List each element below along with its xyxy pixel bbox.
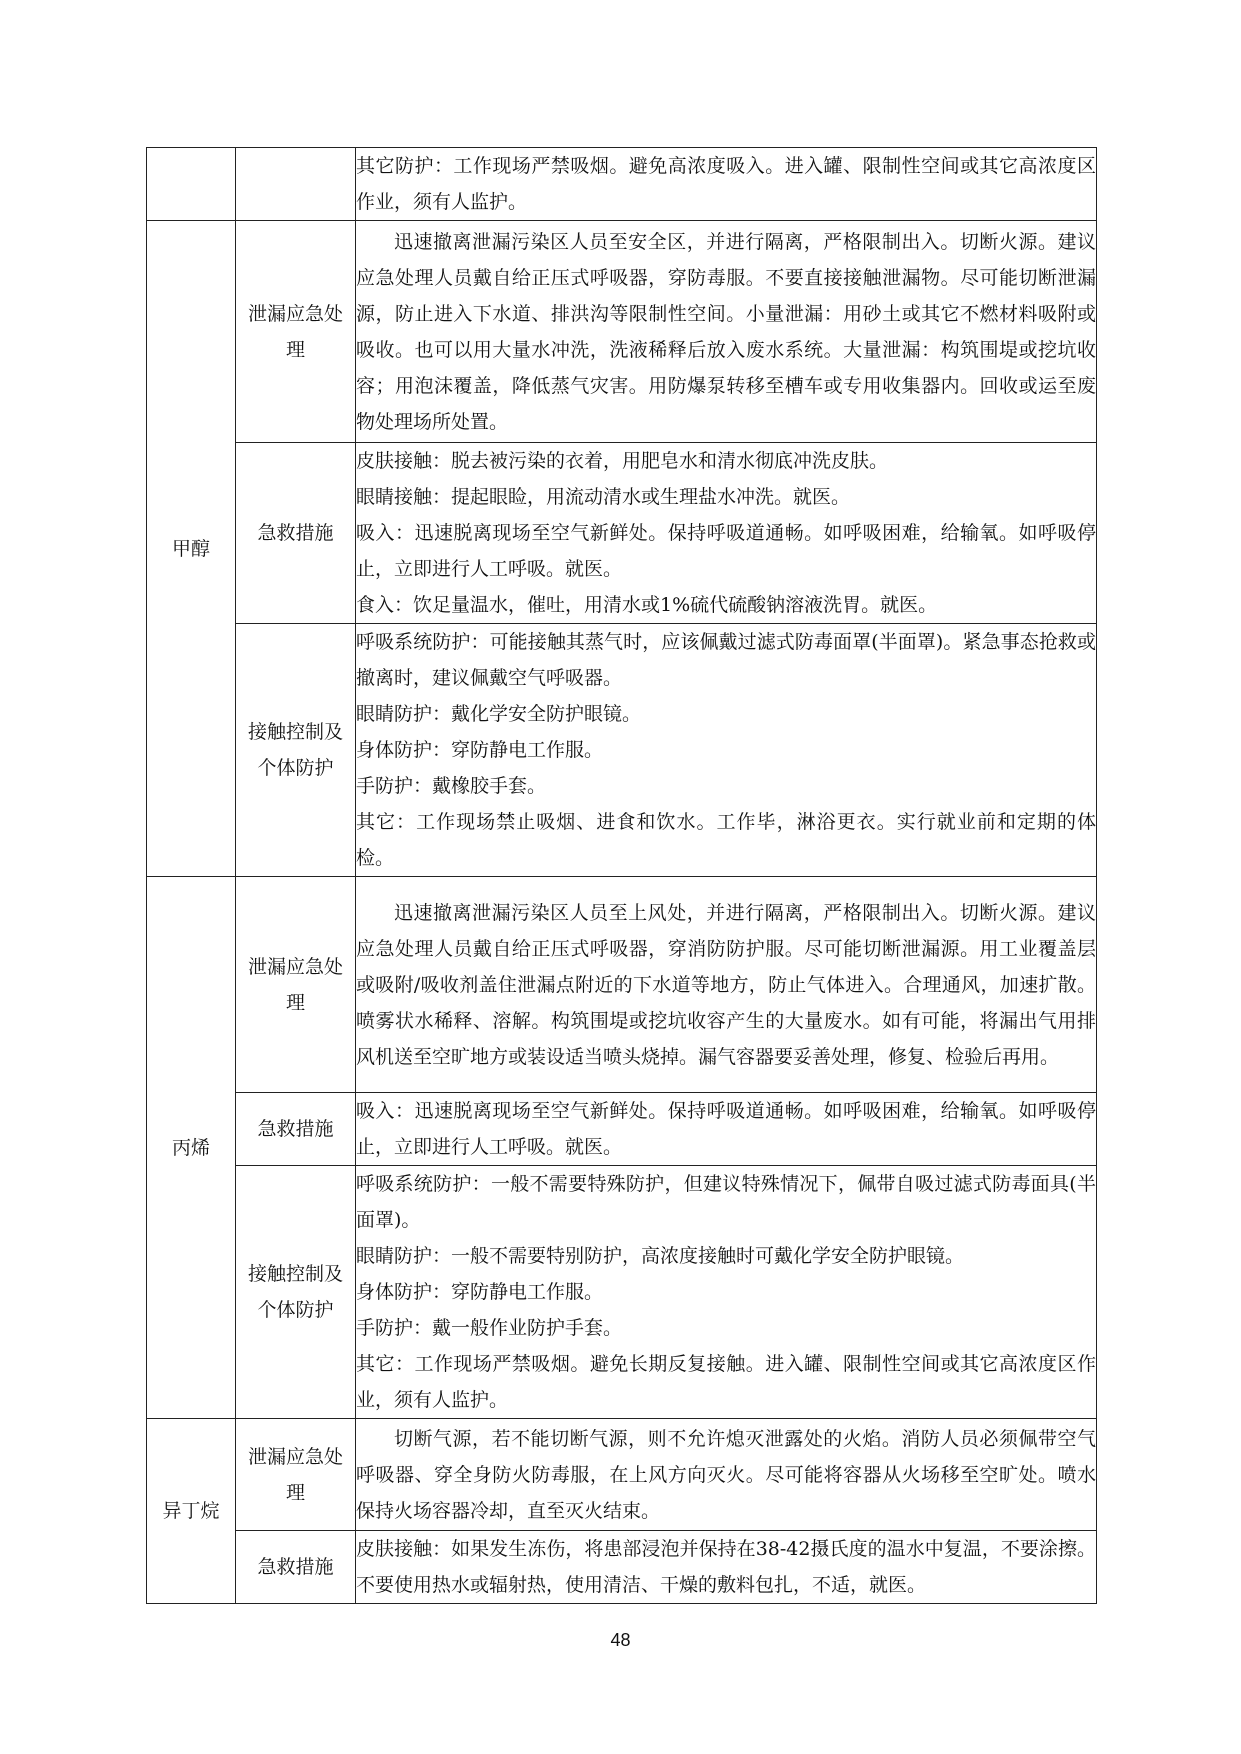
category-label: 泄漏应急处理: [247, 302, 343, 361]
content-cell: [356, 148, 1097, 221]
category-label: 接触控制及个体防护: [247, 1263, 343, 1321]
category-first-aid: [236, 1093, 356, 1166]
category-exposure-protection: [236, 1166, 356, 1419]
content-line: 身体防护：穿防静电工作服。: [356, 1281, 604, 1303]
content-cell: [356, 443, 1097, 624]
content-line: 吸入：迅速脱离现场至空气新鲜处。保持呼吸道通畅。如呼吸困难，给输氧。如呼吸停止，立即进行人工呼吸。就医。: [356, 1100, 1096, 1158]
table-row: [147, 221, 1097, 443]
content-cell: [356, 1531, 1097, 1604]
content-cell: [356, 624, 1097, 877]
substance-name-methanol: 甲醇: [147, 221, 236, 877]
content-cell: [356, 221, 1097, 443]
substance-name-propylene: 丙烯: [147, 877, 236, 1419]
category-label: 接触控制及个体防护: [247, 721, 343, 779]
content-text: 迅速撤离泄漏污染区人员至安全区，并进行隔离，严格限制出入。切断火源。建议应急处理人员戴自给正压式呼吸器，穿防毒服。不要直接接触泄漏物。尽可能切断泄漏源，防止进入下水道、排洪沟等限制性空间。小量泄漏：用砂土或其它不燃材料吸附或吸收。也可以用大量水冲洗，洗液稀释后放入废水系统。大量泄漏：构筑围堤或挖坑收容；用泡沫覆盖，降低蒸气灾害。用防爆泵转移至槽车或专用收集器内。回收或运至废物处理场所处置。: [356, 230, 1096, 433]
content-line: 眼睛防护：一般不需要特别防护，高浓度接触时可戴化学安全防护眼镜。: [356, 1245, 965, 1267]
content-line: 身体防护：穿防静电工作服。: [356, 739, 604, 761]
table-row: [147, 1531, 1097, 1604]
category-label: 泄漏应急处理: [247, 1445, 343, 1504]
category-leak-response: [236, 877, 356, 1093]
content-line: 眼睛接触：提起眼睑，用流动清水或生理盐水冲洗。就医。: [356, 486, 851, 508]
table-row: [147, 1093, 1097, 1166]
name-cell-empty: [147, 148, 236, 221]
category-label: 泄漏应急处理: [247, 955, 343, 1014]
table-row: [147, 148, 1097, 221]
content-line: 眼睛防护：戴化学安全防护眼镜。: [356, 703, 642, 725]
table-row: [147, 624, 1097, 877]
category-first-aid: [236, 1531, 356, 1604]
content-cell: [356, 1166, 1097, 1419]
category-first-aid: [236, 443, 356, 624]
table-row: [147, 443, 1097, 624]
content-text: 迅速撤离泄漏污染区人员至上风处，并进行隔离，严格限制出入。切断火源。建议应急处理人员戴自给正压式呼吸器，穿消防防护服。尽可能切断泄漏源。用工业覆盖层或吸附/吸收剂盖住泄漏点附近的下水道等地方，防止气体进入。合理通风，加速扩散。喷雾状水稀释、溶解。构筑围堤或挖坑收容产生的大量废水。如有可能，将漏出气用排风机送至空旷地方或装设适当喷头烧掉。漏气容器要妥善处理，修复、检验后再用。: [356, 901, 1096, 1068]
category-label: 急救措施: [257, 522, 334, 544]
content-line: 其它：工作现场禁止吸烟、进食和饮水。工作毕，淋浴更衣。实行就业前和定期的体检。: [356, 811, 1096, 869]
content-line: 皮肤接触：脱去被污染的衣着，用肥皂水和清水彻底冲洗皮肤。: [356, 450, 889, 472]
content-line: 呼吸系统防护：可能接触其蒸气时，应该佩戴过滤式防毒面罩(半面罩)。紧急事态抢救或撤离时，建议佩戴空气呼吸器。: [356, 631, 1096, 689]
category-leak-response: [236, 221, 356, 443]
substance-name-isobutane: 异丁烷: [147, 1419, 236, 1604]
content-text: 其它防护：工作现场严禁吸烟。避免高浓度吸入。进入罐、限制性空间或其它高浓度区作业，须有人监护。: [356, 155, 1096, 213]
page-number: 48: [610, 1630, 631, 1650]
content-cell: [356, 877, 1097, 1093]
content-cell: [356, 1093, 1097, 1166]
content-line: 手防护：戴橡胶手套。: [356, 775, 547, 797]
category-label: 急救措施: [257, 1118, 334, 1140]
content-line: 手防护：戴一般作业防护手套。: [356, 1317, 623, 1339]
safety-measures-table: [146, 147, 1097, 1604]
content-line: 皮肤接触：如果发生冻伤，将患部浸泡并保持在38-42摄氏度的温水中复温，不要涂擦。不要使用热水或辐射热，使用清洁、干燥的敷料包扎，不适，就医。: [356, 1538, 1096, 1596]
content-text: 切断气源，若不能切断气源，则不允许熄灭泄露处的火焰。消防人员必须佩带空气呼吸器、穿全身防火防毒服，在上风方向灭火。尽可能将容器从火场移至空旷处。喷水保持火场容器冷却，直至灭火结束。: [356, 1427, 1096, 1522]
category-label: 急救措施: [257, 1556, 334, 1578]
content-line: 呼吸系统防护：一般不需要特殊防护，但建议特殊情况下，佩带自吸过滤式防毒面具(半面罩)。: [356, 1173, 1096, 1231]
content-line: 食入：饮足量温水，催吐，用清水或1%硫代硫酸钠溶液洗胃。就医。: [356, 594, 938, 616]
table-row: [147, 1419, 1097, 1531]
category-leak-response: [236, 1419, 356, 1531]
content-line: 吸入：迅速脱离现场至空气新鲜处。保持呼吸道通畅。如呼吸困难，给输氧。如呼吸停止，立即进行人工呼吸。就医。: [356, 522, 1096, 580]
table-row: [147, 1166, 1097, 1419]
table-row: [147, 877, 1097, 1093]
content-cell: [356, 1419, 1097, 1531]
content-line: 其它：工作现场严禁吸烟。避免长期反复接触。进入罐、限制性空间或其它高浓度区作业，须有人监护。: [356, 1353, 1096, 1411]
category-cell-empty: [236, 148, 356, 221]
category-exposure-protection: [236, 624, 356, 877]
